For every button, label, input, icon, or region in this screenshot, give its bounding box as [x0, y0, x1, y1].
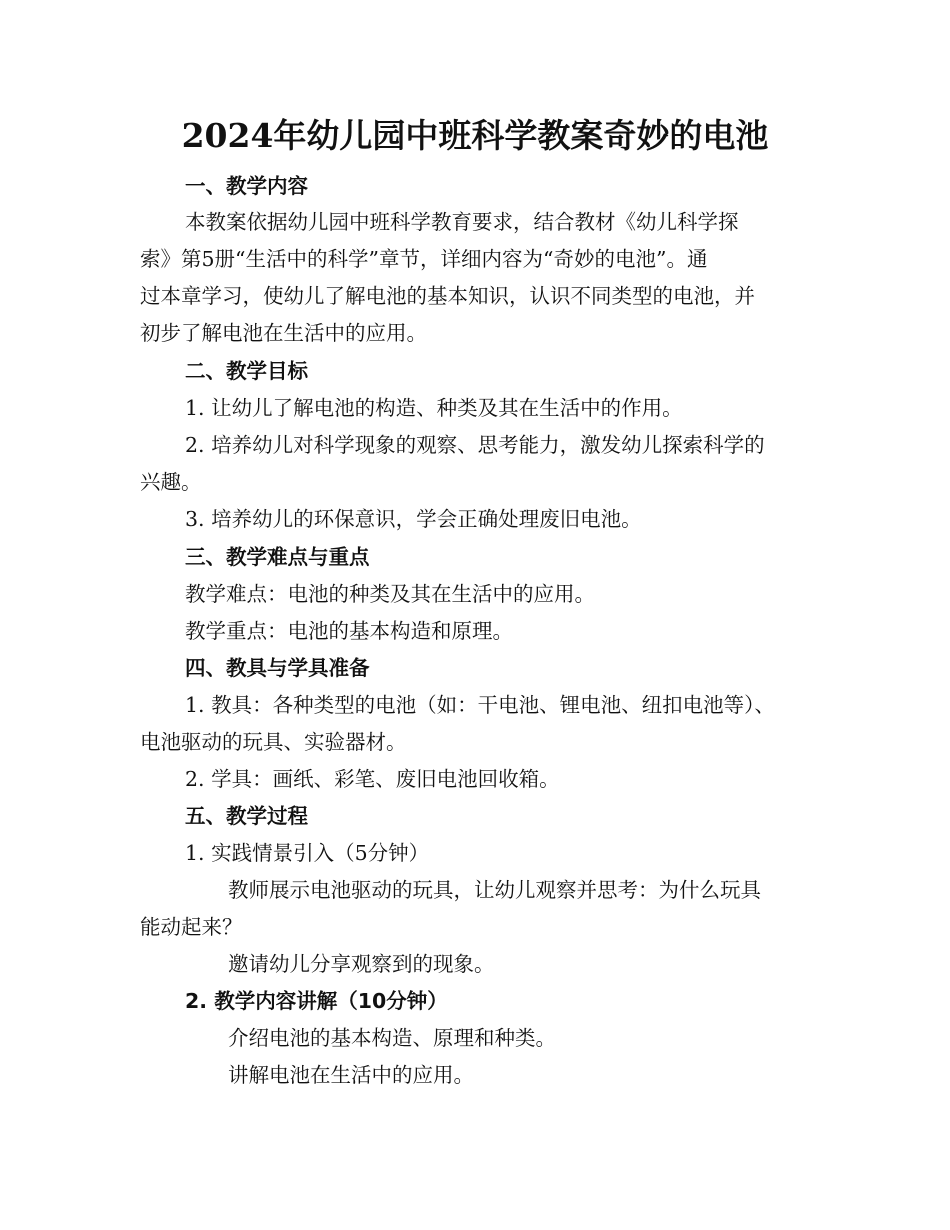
paragraph-line: 本教案依据幼儿园中班科学教育要求，结合教材《幼儿科学探: [185, 210, 739, 234]
paragraph-line: 教学重点：电池的基本构造和原理。: [185, 619, 513, 643]
paragraph-line: 邀请幼儿分享观察到的现象。: [228, 952, 495, 976]
paragraph-line: 教学难点：电池的种类及其在生活中的应用。: [185, 582, 595, 606]
process-step-1: 1. 实践情景引入（5分钟）: [185, 841, 430, 865]
process-step-2: 2. 教学内容讲解（10分钟）: [185, 989, 448, 1013]
section-heading-content: 一、教学内容: [185, 174, 308, 198]
document-title: 2024年幼儿园中班科学教案奇妙的电池: [181, 116, 769, 155]
list-item: 1. 让幼儿了解电池的构造、种类及其在生活中的作用。: [185, 396, 683, 420]
paragraph-line: 能动起来？: [140, 915, 243, 939]
paragraph-line: 教师展示电池驱动的玩具，让幼儿观察并思考：为什么玩具: [228, 878, 761, 902]
list-item: 3. 培养幼儿的环保意识，学会正确处理废旧电池。: [185, 507, 642, 531]
paragraph-line: 过本章学习，使幼儿了解电池的基本知识，认识不同类型的电池，并: [140, 284, 755, 308]
list-item: 2. 学具：画纸、彩笔、废旧电池回收箱。: [185, 767, 560, 791]
paragraph-line: 初步了解电池在生活中的应用。: [140, 321, 427, 345]
paragraph-line: 索》第5册“生活中的科学”章节，详细内容为“奇妙的电池”。通: [140, 247, 708, 271]
paragraph-line: 介绍电池的基本构造、原理和种类。: [228, 1026, 556, 1050]
section-heading-materials: 四、教具与学具准备: [185, 656, 370, 680]
list-item: 1. 教具：各种类型的电池（如：干电池、锂电池、纽扣电池等）、: [185, 693, 775, 717]
list-item: 2. 培养幼儿对科学现象的观察、思考能力，激发幼儿探索科学的: [185, 433, 765, 457]
section-heading-keypoints: 三、教学难点与重点: [185, 545, 370, 569]
paragraph-line: 讲解电池在生活中的应用。: [228, 1063, 474, 1087]
section-heading-goals: 二、教学目标: [185, 359, 308, 383]
list-item-continuation: 电池驱动的玩具、实验器材。: [140, 730, 407, 754]
list-item-continuation: 兴趣。: [140, 470, 202, 494]
section-heading-process: 五、教学过程: [185, 804, 308, 828]
